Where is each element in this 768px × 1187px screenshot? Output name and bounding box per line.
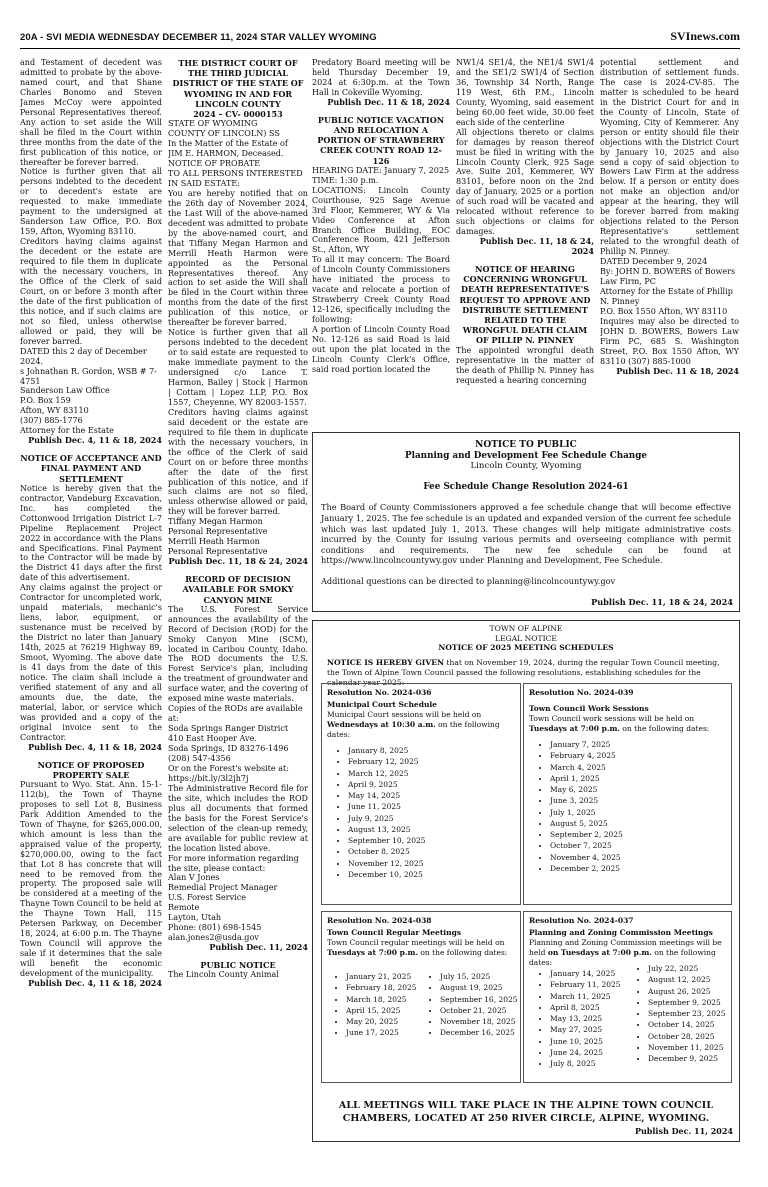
notice-text: Remedial Project Manager <box>168 883 278 893</box>
resolution-2024-038 <box>321 911 521 1083</box>
res-desc <box>327 938 515 958</box>
alpine-meeting-location: ALL MEETINGS WILL TAKE PLACE IN THE ALPINE TOWN COUNCIL CHAMBERS, LOCATED AT 250 RIVER CIRCLE, ALPINE, WYOMING. <box>338 1100 714 1124</box>
res-number: Resolution No. 2024-039 <box>529 688 634 697</box>
alpine-intro-text: that on November 19, 2024, during the regular Town Council meeting, the Town of Alpine Town Council passed the following resolutions, establishing schedules for the calendar year 2025: <box>327 658 720 687</box>
notice-text: TO ALL PERSONS INTERESTED IN SAID ESTATE: <box>168 168 303 188</box>
meeting-date: • October 8, 2025 <box>348 847 520 857</box>
fee-notice-publish: Publish Dec. 11, 18 & 24, 2024 <box>591 597 733 608</box>
res-desc-a: Municipal Court sessions will be held on <box>327 710 482 719</box>
notice-text: You are hereby notified that on the 26th day of November 2024, the Last Will of the above-named decedent was admitted to probate by the above-named court, and that Tiffany Megan Harmon and Merrill Heath Harmon were appointed as the Personal Representatives thereof. Any action to set aside the Will shall be filed in the Court within three months from the date of the first publication of this notice, or thereafter be forever barred. <box>168 188 308 328</box>
outlet-name: SVI MEDIA <box>46 32 96 43</box>
meeting-date: • September 2, 2025 <box>550 830 731 840</box>
meeting-date: • August 19, 2025 <box>440 983 520 993</box>
notice-text: Remote <box>168 903 200 913</box>
res-desc-a: Town Council work sessions will be held on <box>529 714 695 723</box>
fee-notice-subtitle: Planning and Development Fee Schedule Change <box>405 450 647 461</box>
header-separator: - <box>37 32 47 43</box>
notice-text: TIME: 1:30 p.m. <box>312 175 379 185</box>
notice-text: In the Matter of the Estate of <box>168 139 288 149</box>
res-name: Planning and Zoning Commission Meetings <box>529 928 713 937</box>
res-date-list-b <box>634 964 730 1064</box>
notice-text: DATED this 2 day of December 2024. <box>20 346 147 366</box>
notice-text: The Lincoln County Animal <box>168 970 279 980</box>
meeting-date: • December 2, 2025 <box>550 864 731 874</box>
meeting-date: • November 12, 2025 <box>348 859 520 869</box>
meeting-date: • July 15, 2025 <box>440 972 520 982</box>
res-number: Resolution No. 2024-036 <box>327 688 432 697</box>
resolution-2024-039 <box>523 683 732 905</box>
issue-date: WEDNESDAY DECEMBER 11, 2024 <box>98 32 258 43</box>
notice-text: Phone: (801) 698-1545 <box>168 923 262 933</box>
res-desc <box>529 714 726 734</box>
meeting-date: • July 9, 2025 <box>348 814 520 824</box>
publish-line: Publish Dec. 11 & 18, 2024 <box>327 96 450 107</box>
fee-notice-title: NOTICE TO PUBLIC <box>475 440 577 450</box>
meeting-date: • January 14, 2025 <box>550 969 628 979</box>
meeting-date: • August 13, 2025 <box>348 825 520 835</box>
res-name: Town Council Regular Meetings <box>327 928 462 937</box>
meeting-date: • October 7, 2025 <box>550 841 731 851</box>
meeting-date: • April 8, 2025 <box>550 1003 628 1013</box>
alpine-title: NOTICE OF 2025 MEETING SCHEDULES <box>438 643 614 653</box>
res-desc-bold: Wednesdays at 10:30 a.m. <box>327 720 436 729</box>
meeting-date: • October 21, 2025 <box>440 1006 520 1016</box>
res-desc-a: Planning and Zoning Commission meetings will be held <box>529 938 722 957</box>
notice-text: Personal Representative <box>168 547 268 557</box>
fee-schedule-notice <box>312 432 740 612</box>
res-desc <box>327 710 515 740</box>
notice-text: Copies of the RODs are available at: <box>168 704 303 724</box>
res-number: Resolution No. 2024-037 <box>529 916 634 925</box>
res-date-list-b <box>426 972 520 1038</box>
meeting-date: • April 9, 2025 <box>348 780 520 790</box>
notice-text: Creditors having claims against said decedent or the estate are required to file them in duplicate with the necessary vouchers, in the office of the Clerk of said Court on or before three months after the date of the first publication of this notice, and if such claims are not so filed, unless otherwise allowed or paid, they will be forever barred. <box>168 407 308 517</box>
res-desc-b: on the following dates: <box>327 720 500 739</box>
meeting-date: • November 18, 2025 <box>440 1017 520 1027</box>
column-4 <box>456 58 594 466</box>
publish-line: Publish Dec. 11 & 18, 2024 <box>616 365 739 376</box>
meeting-date: • January 21, 2025 <box>346 972 422 982</box>
notice-heading: RECORD OF DECISION AVAILABLE FOR SMOKY CANYON MINE <box>182 574 294 605</box>
resolution-2024-037 <box>523 911 732 1083</box>
notice-text: Predatory Board meeting will be held Thursday December 19, 2024 at 6:30p.m. at the Town Hall in Cokeville Wyoming. <box>312 58 450 97</box>
notice-text: Afton, WY 83110 <box>20 406 89 416</box>
page-number: 20A <box>20 32 38 43</box>
meeting-date: • February 18, 2025 <box>346 983 422 993</box>
res-date-list <box>524 740 731 874</box>
meeting-date: • December 9, 2025 <box>648 1054 730 1064</box>
notice-text: The U.S. Forest Service announces the availability of the Record of Decision (ROD) for the Smoky Canyon Mine (SCM), located in Caribou County, Idaho. The ROD documents the U.S. Forest Service's plan, including the treatment of groundwater and surface water, and the covering of exposed mine waste materials. <box>168 604 308 704</box>
notice-text: Soda Springs, ID 83276-1496 <box>168 744 289 754</box>
res-desc-bold: Tuesdays at 7:00 p.m. <box>529 724 621 733</box>
meeting-date: • March 12, 2025 <box>348 769 520 779</box>
notice-text: Notice is further given that all persons indebted to the decedent or to decedent's estate are requested to make immediate payment to the undersigned at Sanderson Law Office, P.O. Box 159, Afton, Wyoming 83110. <box>20 167 162 237</box>
meeting-date: • June 11, 2025 <box>348 802 520 812</box>
alpine-town: TOWN OF ALPINE <box>489 624 563 633</box>
fee-notice-body: The Board of County Commissioners approved a fee schedule change that will become effective January 1, 2025. The fee schedule is an updated and expanded version of the current fee schedule which was last updated July 1, 2013. These changes will help mitigate administrative costs incurred by the County for issuing various permits and overseeing compliance with permit conditions and requirements. The new fee schedule can be found at https://www.lincolncountywy.gov under Planning and Development, Fee Schedule. <box>321 502 731 566</box>
alpine-intro-bold: NOTICE IS HEREBY GIVEN <box>327 658 444 668</box>
notice-text: HEARING DATE: January 7, 2025 <box>312 165 450 175</box>
meeting-date: • March 18, 2025 <box>346 995 422 1005</box>
notice-text: s Johnathan R. Gordon, WSB # 7-4751 <box>20 366 157 386</box>
notice-text: By: JOHN D. BOWERS of Bowers Law Firm, PC <box>600 267 736 286</box>
notice-text: Sanderson Law Office <box>20 386 110 396</box>
meeting-date: • June 10, 2025 <box>550 1037 628 1047</box>
meeting-date: • September 16, 2025 <box>440 995 520 1005</box>
res-date-list-a <box>536 969 628 1069</box>
notice-heading: THE DISTRICT COURT OF THE THIRD JUDICIAL DISTRICT OF THE STATE OF WYOMING IN AND FOR LINCOLN COUNTY <box>172 58 304 109</box>
notice-text: DATED December 9, 2024 <box>600 257 708 267</box>
notice-text: Soda Springs Ranger District <box>168 724 289 734</box>
meeting-date: • November 4, 2025 <box>550 853 731 863</box>
notice-text: To all it may concern: The Board of Lincoln County Commissioners have initiated the process to vacate and relocate a portion of Strawberry Creek County Road 12-126, specifically including the following: <box>312 255 450 325</box>
notice-text: https://bit.ly/3l2jh7j <box>168 773 249 783</box>
meeting-date: • December 16, 2025 <box>440 1028 520 1038</box>
res-desc-b: on the following dates: <box>529 948 716 967</box>
notice-heading: 2024 – CV- 0000153 <box>193 109 283 120</box>
meeting-date: • February 11, 2025 <box>550 980 628 990</box>
meeting-date: • May 27, 2025 <box>550 1025 628 1035</box>
meeting-date: • June 17, 2025 <box>346 1028 422 1038</box>
publish-line: Publish Dec. 4, 11 & 18, 2024 <box>28 977 162 988</box>
meeting-date: • July 1, 2025 <box>550 808 731 818</box>
notice-text: JIM E. HARMON, Deceased. <box>168 149 284 159</box>
publish-line: Publish Dec. 11, 18 & 24, 2024 <box>168 556 308 567</box>
notice-text: Layton, Utah <box>168 913 222 923</box>
notice-text: 410 East Hooper Ave. <box>168 734 257 744</box>
notice-text: potential settlement and distribution of settlement funds. The case is 2024-CV-85. The matter is scheduled to be heard in the District Court for and in the County of Lincoln, State of Wyoming, City of Kemmerer. Any person or entity should file their objections with the District Court by January 10, 2025 and also send a copy of said objection to Bowers Law Firm at the address below. If a person or entity does not make an objection and/or appear at the hearing, they will be forever barred from making objections related to the Person Representative's settlement related to the wrongful death of Phillip N. Pinney. <box>600 58 739 257</box>
alpine-publish: Publish Dec. 11, 2024 <box>634 1126 733 1137</box>
notice-text: alan.jones2@usda.gov <box>168 933 259 943</box>
edition-place: STAR VALLEY WYOMING <box>260 32 377 43</box>
meeting-date: • April 15, 2025 <box>346 1006 422 1016</box>
meeting-date: • January 7, 2025 <box>550 740 731 750</box>
page-header <box>20 29 740 46</box>
notice-text: A portion of Lincoln County Road No. 12-126 as said Road is laid out upon the plat located in the Lincoln County Clerk's Office, said road portion located the <box>312 325 450 374</box>
publish-line: Publish Dec. 11, 18 & 24, 2024 <box>479 236 594 257</box>
res-name: Municipal Court Schedule <box>327 700 438 709</box>
notice-text: Pursuant to Wyo. Stat. Ann. 15-1-112(b), the Town of Thayne proposes to sell Lot 8, Business Park Addition Amended to the Town of Thayne, for $265,000.00, which amount is less than the appraised value of the property, $270,000.00, owing to the fact that Lot 8 has concrete that will need to be removed from the property. The proposed sale will be considered at a meeting of the Thayne Town Council to be held at the Thayne Town Hall, 115 Petersen Parkway, on December 18, 2024, at 6:00 p.m. The Thayne Town Council will approve the sale if it determines that the sale will benefit the economic development of the municipality. <box>20 779 162 979</box>
notice-heading: NOTICE OF ACCEPTANCE AND FINAL PAYMENT AND SETTLEMENT <box>20 453 162 484</box>
notice-text: Or on the Forest's website at: <box>168 763 289 773</box>
notice-text: Notice is further given that all persons indebted to the decedent or to said estate are requested to make immediate payment to the undersigned c/o Lance T. Harmon, Bailey | Stock | Harmon | Cottam | Lopez LLP, P.O. Box 1557, Cheyenne, WY 82003-1557. <box>168 328 308 407</box>
notice-text: STATE OF WYOMING <box>168 119 258 129</box>
notice-text: Attorney for the Estate of Phillip N. Pinney <box>600 286 733 306</box>
notice-text: U.S. Forest Service <box>168 893 246 903</box>
meeting-date: • May 6, 2025 <box>550 785 731 795</box>
res-date-list <box>322 746 520 880</box>
notice-text: (307) 885-1776 <box>20 416 83 426</box>
notice-text: COUNTY OF LINCOLN) SS <box>168 129 280 139</box>
notice-text: The appointed wrongful death representative in the matter of the death of Phillip N. Pinney has requested a hearing concerning <box>456 345 594 385</box>
meeting-date: • July 8, 2025 <box>550 1059 628 1069</box>
meeting-date: • October 14, 2025 <box>648 1020 730 1030</box>
alpine-meeting-notice <box>312 620 740 1142</box>
notice-text: Notice is hereby given that the contractor, Vandeburg Excavation, Inc. has completed the Cottonwood Irrigation District L-7 Pipeline Replacement Project 2022 in accordance with the Plans and Specifications. Final Payment to the Contractor will be made by the District 41 days after the first date of this advertisement. <box>20 483 162 583</box>
meeting-date: • May 14, 2025 <box>348 791 520 801</box>
notice-text: Inquires may also be directed to JOHN D. BOWERS, Bowers Law Firm PC, 685 S. Washington Street, P.O. Box 1550 Afton, WY 83110 (307) 885-1000 <box>600 316 739 366</box>
notice-text: P.O. Box 1550 Afton, WY 83110 <box>600 306 728 316</box>
meeting-date: • March 11, 2025 <box>550 992 628 1002</box>
notice-text: Personal Representative <box>168 527 268 537</box>
meeting-date: • August 12, 2025 <box>648 975 730 985</box>
notice-text: For more information regarding the site, please contact: <box>168 853 299 873</box>
notice-text: Creditors having claims against the decedent or the estate are required to file them in duplicate with the necessary vouchers, in the Office of the Clerk of said Court, on or before 3 month after the date of the first publication of this notice, and if such claims are not so filed, unless otherwise allowed or paid, they will be forever barred. <box>20 237 162 346</box>
meeting-date: • August 26, 2025 <box>648 987 730 997</box>
meeting-date: • June 3, 2025 <box>550 796 731 806</box>
res-desc-a: Town Council regular meetings will be held on <box>327 938 505 947</box>
notice-text: All objections thereto or claims for damages by reason thereof must be filed in writing with the Lincoln County Clerk, 925 Sage Ave. Suite 201, Kemmerer, WY 83101, before noon on the 2nd day of January, 2025 or a portion of such road will be vacated and relocated without reference to such objections or claims for damages. <box>456 127 594 237</box>
alpine-legal-label: LEGAL NOTICE <box>495 633 557 643</box>
meeting-date: • September 10, 2025 <box>348 836 520 846</box>
meeting-date: • May 20, 2025 <box>346 1017 422 1027</box>
res-desc-b: on the following dates: <box>620 724 710 733</box>
fee-notice-county: Lincoln County, Wyoming <box>470 461 582 472</box>
res-desc-bold: on Tuesdays at 7:00 p.m. <box>547 948 652 957</box>
header-rule <box>20 48 740 49</box>
meeting-date: • September 9, 2025 <box>648 998 730 1008</box>
notice-text: Merrill Heath Harmon <box>168 537 260 547</box>
fee-notice-resolution: Fee Schedule Change Resolution 2024-61 <box>423 481 629 492</box>
meeting-date: • September 23, 2025 <box>648 1009 730 1019</box>
column-1 <box>20 58 162 1178</box>
notice-heading: PUBLIC NOTICE <box>200 960 276 971</box>
site-name: SVInews.com <box>670 29 740 43</box>
res-desc-bold: Tuesdays at 7:00 p.m. <box>327 948 419 957</box>
notice-text: NW1/4 SE1/4, the NE1/4 SW1/4 and the SE1/2 SW1/4 of Section 36, Township 34 North, Range 119 West, 6th P.M., Lincoln County, Wyoming, said easement being 60.00 feet wide, 30.00 feet each side of the centerline <box>456 58 594 127</box>
resolution-2024-036 <box>321 683 521 905</box>
notice-text: and Testament of decedent was admitted to probate by the above-named court, and that Shane Charles Bonomo and Steven James McCoy were appointed Personal Representatives thereof. Any action to set aside the Will shall be filed in the Court within three months from the date of the first publication of this notice, or thereafter be forever barred. <box>20 58 162 167</box>
notice-text: LOCATIONS: Lincoln County Courthouse, 925 Sage Avenue 3rd Floor, Kemmerer, WY & Via Video Conference at Afton Branch Office Building, EOC Conference Room, 421 Jefferson St., Afton, WY <box>312 185 450 255</box>
notice-heading: NOTICE OF PROPOSED PROPERTY SALE <box>37 759 145 780</box>
column-5 <box>600 58 739 466</box>
meeting-date: • March 4, 2025 <box>550 763 731 773</box>
meeting-date: • January 8, 2025 <box>348 746 520 756</box>
notice-text: P.O. Box 159 <box>20 396 71 406</box>
meeting-date: • August 5, 2025 <box>550 819 731 829</box>
notice-text: Alan V Jones <box>168 873 220 883</box>
res-name: Town Council Work Sessions <box>529 704 649 713</box>
column-2 <box>168 58 308 1178</box>
header-left <box>20 32 377 43</box>
res-number: Resolution No. 2024-038 <box>327 916 432 925</box>
notice-text: Attorney for the Estate <box>20 426 114 436</box>
notice-text: (208) 547-4356 <box>168 754 231 764</box>
meeting-date: • May 13, 2025 <box>550 1014 628 1024</box>
meeting-date: • February 4, 2025 <box>550 751 731 761</box>
meeting-date: • April 1, 2025 <box>550 774 731 784</box>
meeting-date: • July 22, 2025 <box>648 964 730 974</box>
notice-text: Tiffany Megan Harmon <box>168 517 263 527</box>
fee-notice-contact: Additional questions can be directed to planning@lincolncountywy.gov <box>321 575 616 586</box>
column-3 <box>312 58 450 466</box>
meeting-date: • November 11, 2025 <box>648 1043 730 1053</box>
notice-text: Any claims against the project or Contractor for uncompleted work, unpaid materials, mechanic's liens, labor, equipment, or sustenance must be received by the District no later than January 14th, 2025 at 76219 Highway 89, Smoot, Wyoming. The above date is 41 days from the date of this notice. The claim shall include a verified statement of any and all amounts due, the date, the material, labor, or service which was provided and a copy of the original invoice sent to the Contractor. <box>20 583 162 742</box>
publish-line: Publish Dec. 4, 11 & 18, 2024 <box>28 435 162 446</box>
res-date-list-a <box>332 972 422 1038</box>
meeting-date: • June 24, 2025 <box>550 1048 628 1058</box>
res-desc-b: on the following dates: <box>418 948 508 957</box>
publish-line: Publish Dec. 11, 2024 <box>209 942 308 953</box>
meeting-date: • December 10, 2025 <box>348 870 520 880</box>
notice-text: The Administrative Record file for the site, which includes the ROD plus all documents that formed the basis for the Forest Service's selection of the clean-up remedy, are available for public review at the location listed above. <box>168 783 308 853</box>
meeting-date: • February 12, 2025 <box>348 757 520 767</box>
meeting-date: • October 28, 2025 <box>648 1032 730 1042</box>
notice-text: NOTICE OF PROBATE <box>168 159 261 169</box>
notice-heading: NOTICE OF HEARING CONCERNING WRONGFUL DEATH REPRESENTATIVE'S REQUEST TO APPROVE AND DISTRIBUTE SETTLEMENT RELATED TO THE WRONGFUL DEATH CLAIM OF PILLIP N. PINNEY <box>459 264 591 346</box>
notice-heading: PUBLIC NOTICE VACATION AND RELOCATION A PORTION OF STRAWBERRY CREEK COUNTY ROAD 12-126 <box>317 114 445 166</box>
publish-line: Publish Dec. 4, 11 & 18, 2024 <box>28 741 162 752</box>
